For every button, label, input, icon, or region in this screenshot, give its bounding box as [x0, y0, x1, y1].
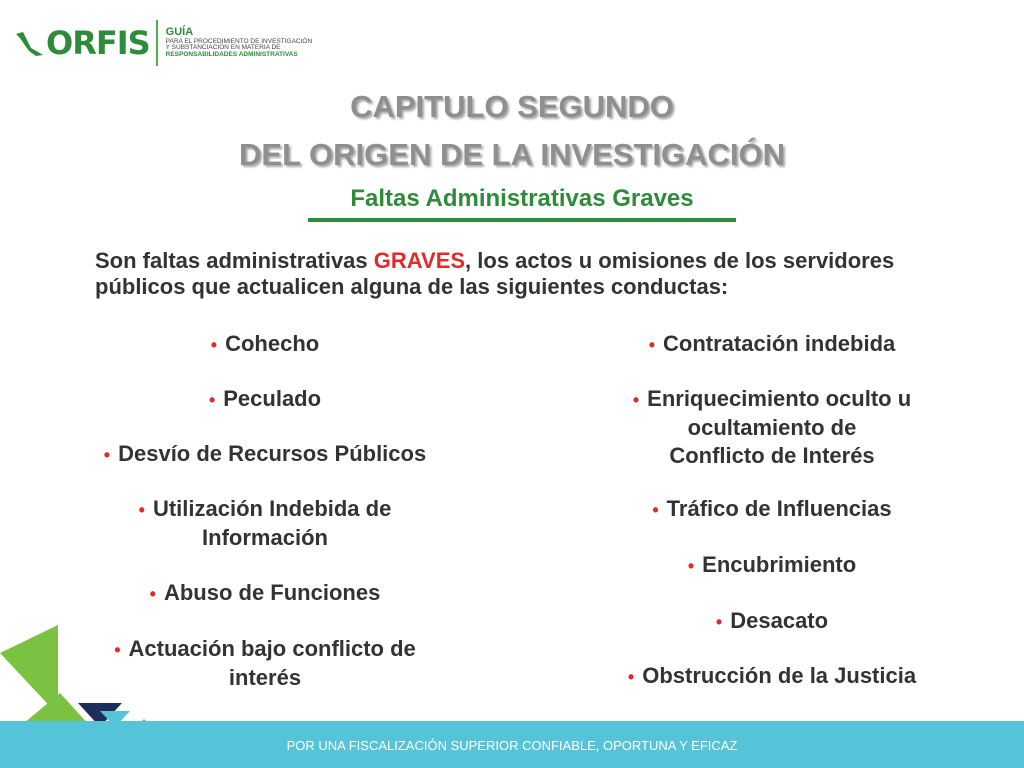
list-item-text: Desacato: [730, 608, 829, 633]
list-item-text: Abuso de Funciones: [163, 580, 381, 605]
bullet-icon: •: [687, 556, 695, 576]
list-item-text-cont: Conflicto de Interés: [669, 443, 875, 468]
intro-highlight: GRAVES: [373, 248, 466, 273]
logo-divider: [156, 20, 158, 66]
veracruz-map-icon: [14, 28, 44, 58]
intro-text-after: , los actos u omisiones de los servidores públicos que actualicen alguna de las siguientes conductas:: [95, 248, 895, 299]
list-item: [552, 662, 992, 691]
intro-text-before: Son faltas administrativas: [95, 248, 374, 273]
list-item-text: Encubrimiento: [702, 552, 857, 577]
section-underline: [308, 218, 736, 222]
chapter-heading: CAPITULO SEGUNDO: [350, 89, 674, 124]
list-item-text: Tráfico de Influencias: [666, 496, 892, 521]
list-item-text: Utilización Indebida de: [152, 496, 392, 521]
list-item-text-cont: Información: [202, 525, 328, 550]
guide-title: GUÍA: [165, 26, 194, 38]
list-item-text: Peculado: [223, 386, 322, 411]
footer-slogan: POR UNA FISCALIZACIÓN SUPERIOR CONFIABLE, OPORTUNA Y EFICAZ: [286, 738, 738, 753]
list-item-text: Actuación bajo conflicto de: [128, 636, 416, 661]
list-item-text-cont: ocultamiento de: [687, 415, 857, 440]
bullet-icon: •: [210, 335, 218, 355]
bullet-icon: •: [715, 612, 723, 632]
bullet-icon: •: [648, 335, 656, 355]
list-item-text: Contratación indebida: [663, 331, 896, 356]
list-item: [45, 440, 485, 469]
orfis-logo-text: ORFIS: [46, 24, 150, 62]
bullet-icon: •: [208, 390, 216, 410]
bullet-icon: •: [627, 667, 635, 687]
intro-paragraph: [95, 248, 975, 300]
list-item: [552, 607, 992, 636]
bullet-icon: •: [652, 500, 659, 520]
list-item-text: Desvío de Recursos Públicos: [118, 441, 427, 466]
header: [14, 18, 312, 68]
bullet-icon: •: [138, 500, 145, 520]
section-title: Faltas Administrativas Graves: [350, 185, 694, 212]
list-item: [552, 385, 992, 470]
list-item: [552, 330, 992, 359]
list-item-text: Enriquecimiento oculto u: [647, 386, 912, 411]
list-item: [552, 495, 992, 524]
list-item: [45, 495, 485, 552]
guide-title-block: [166, 27, 313, 59]
chapter-subheading: DEL ORIGEN DE LA INVESTIGACIÓN: [239, 137, 785, 172]
list-item-text: Cohecho: [225, 331, 320, 356]
guide-subtitle-3: RESPONSABILIDADES ADMINISTRATIVAS: [165, 51, 298, 59]
bullet-icon: •: [114, 640, 121, 660]
list-item-text-cont: interés: [228, 665, 302, 690]
guide-subtitle-1: PARA EL PROCEDIMIENTO DE INVESTIGACIÓN: [165, 37, 313, 45]
bullet-icon: •: [149, 584, 156, 604]
list-item: [45, 579, 485, 608]
list-item-text: Obstrucción de la Justicia: [642, 663, 917, 688]
guide-subtitle-2: Y SUBSTANCIACIÓN EN MATERIA DE: [165, 44, 281, 52]
bullet-icon: •: [632, 390, 640, 410]
list-item: [552, 551, 992, 580]
bullet-icon: •: [103, 445, 111, 465]
list-item: [45, 330, 485, 359]
list-item: [45, 385, 485, 414]
